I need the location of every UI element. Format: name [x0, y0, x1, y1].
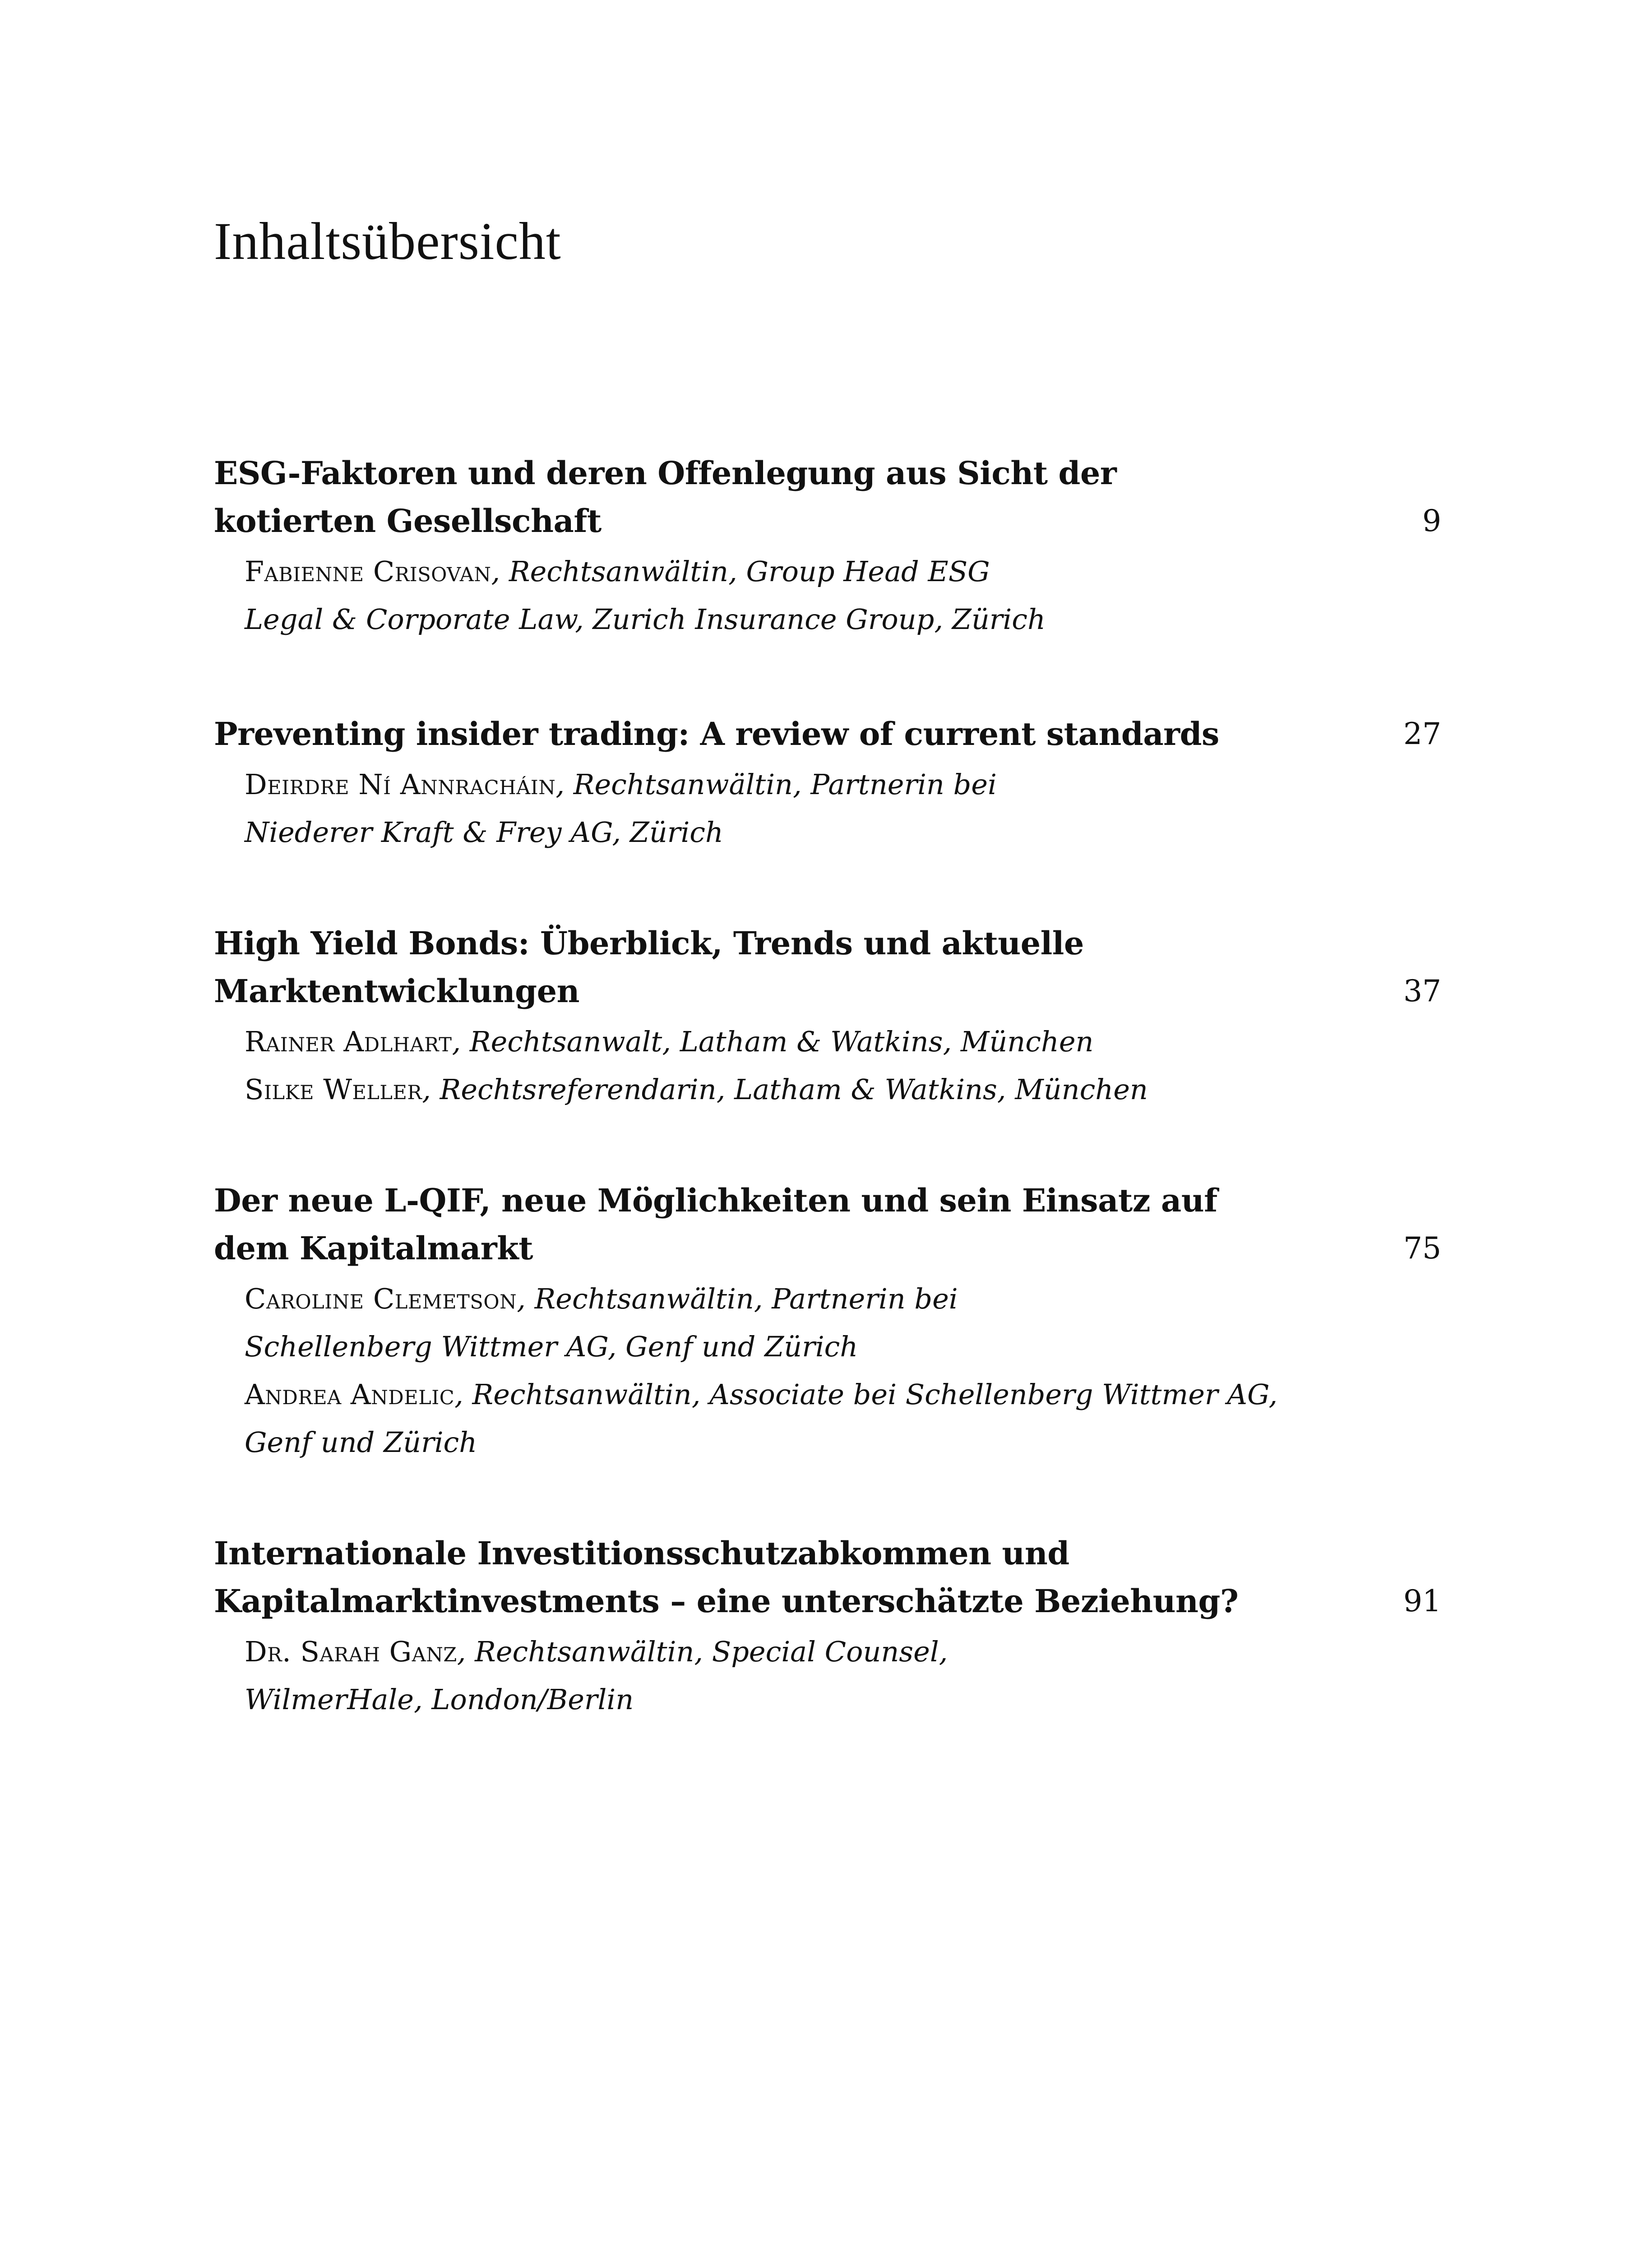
author-line [245, 1066, 1441, 1114]
entry-title [214, 1177, 1342, 1272]
author-affiliation: , Rechtsanwältin, Partnerin bei [517, 1282, 958, 1315]
author-name: Fabienne Crisovan [245, 555, 491, 588]
entry-title-line: Der neue L-QIF, neue Möglichkeiten und sein Einsatz auf [214, 1182, 1217, 1219]
toc-entry [214, 1177, 1441, 1466]
entry-title-line: ESG-Faktoren und deren Offenlegung aus Sicht der [214, 454, 1117, 492]
author-line [245, 596, 1441, 643]
entry-title-line: kotierten Gesellschaft [214, 502, 602, 540]
author-name: Dr. Sarah Ganz [245, 1635, 457, 1668]
author-affiliation: , Rechtsanwältin, Group Head ESG [491, 555, 990, 588]
author-affiliation: , Rechtsanwältin, Associate bei Schellenberg Wittmer AG, [454, 1378, 1278, 1411]
author-affiliation: , Rechtsanwalt, Latham & Watkins, München [452, 1025, 1094, 1058]
entry-title-line: Marktentwicklungen [214, 972, 580, 1010]
entry-title [214, 449, 1342, 545]
page-title: Inhaltsübersicht [214, 212, 561, 271]
author-name: Rainer Adlhart [245, 1025, 452, 1058]
author-list [214, 1628, 1441, 1724]
toc-entry [214, 449, 1441, 643]
author-line [245, 1419, 1441, 1466]
entry-title [214, 710, 1342, 758]
toc-entry [214, 710, 1441, 856]
author-list [214, 761, 1441, 856]
author-line [245, 1676, 1441, 1724]
author-affiliation: , Rechtsreferendarin, Latham & Watkins, München [422, 1073, 1148, 1106]
entry-title-line: Internationale Investitionsschutzabkommen und [214, 1535, 1069, 1572]
author-line [245, 1628, 1441, 1676]
author-line [245, 1018, 1441, 1066]
author-list [214, 1018, 1441, 1114]
entry-title-line: dem Kapitalmarkt [214, 1230, 533, 1267]
author-affiliation: Schellenberg Wittmer AG, Genf und Zürich [245, 1330, 858, 1363]
entry-title-line: Kapitalmarktinvestments – eine unterschätzte Beziehung? [214, 1582, 1239, 1620]
page-number: 91 [1403, 1584, 1441, 1618]
author-line [245, 1275, 1441, 1323]
author-name: Andrea Andelic [245, 1378, 455, 1411]
entry-title [214, 920, 1342, 1015]
author-name: Silke Weller [245, 1073, 422, 1106]
author-affiliation: , Rechtsanwältin, Special Counsel, [457, 1635, 948, 1668]
author-line [245, 761, 1441, 809]
author-line [245, 1323, 1441, 1371]
toc-entry [214, 920, 1441, 1114]
author-line [245, 548, 1441, 596]
author-affiliation: WilmerHale, London/Berlin [245, 1683, 634, 1716]
entry-title-line: High Yield Bonds: Überblick, Trends und aktuelle [214, 925, 1084, 962]
page-number: 27 [1403, 717, 1441, 751]
author-affiliation: Genf und Zürich [245, 1426, 477, 1459]
author-affiliation: Legal & Corporate Law, Zurich Insurance Group, Zürich [245, 603, 1046, 636]
page-number: 75 [1403, 1231, 1441, 1266]
author-list [214, 1275, 1441, 1466]
entry-title [214, 1530, 1342, 1625]
toc-entry [214, 1530, 1441, 1724]
author-affiliation: , Rechtsanwältin, Partnerin bei [555, 768, 997, 801]
entry-title-line: Preventing insider trading: A review of current standards [214, 715, 1219, 753]
author-line [245, 809, 1441, 856]
page-number: 37 [1403, 974, 1441, 1008]
author-list [214, 548, 1441, 643]
author-name: Caroline Clemetson [245, 1282, 517, 1315]
author-affiliation: Niederer Kraft & Frey AG, Zürich [245, 816, 723, 849]
author-line [245, 1371, 1441, 1419]
author-name: Deirdre Ní Annracháin [245, 768, 556, 801]
page-number: 9 [1422, 504, 1441, 538]
